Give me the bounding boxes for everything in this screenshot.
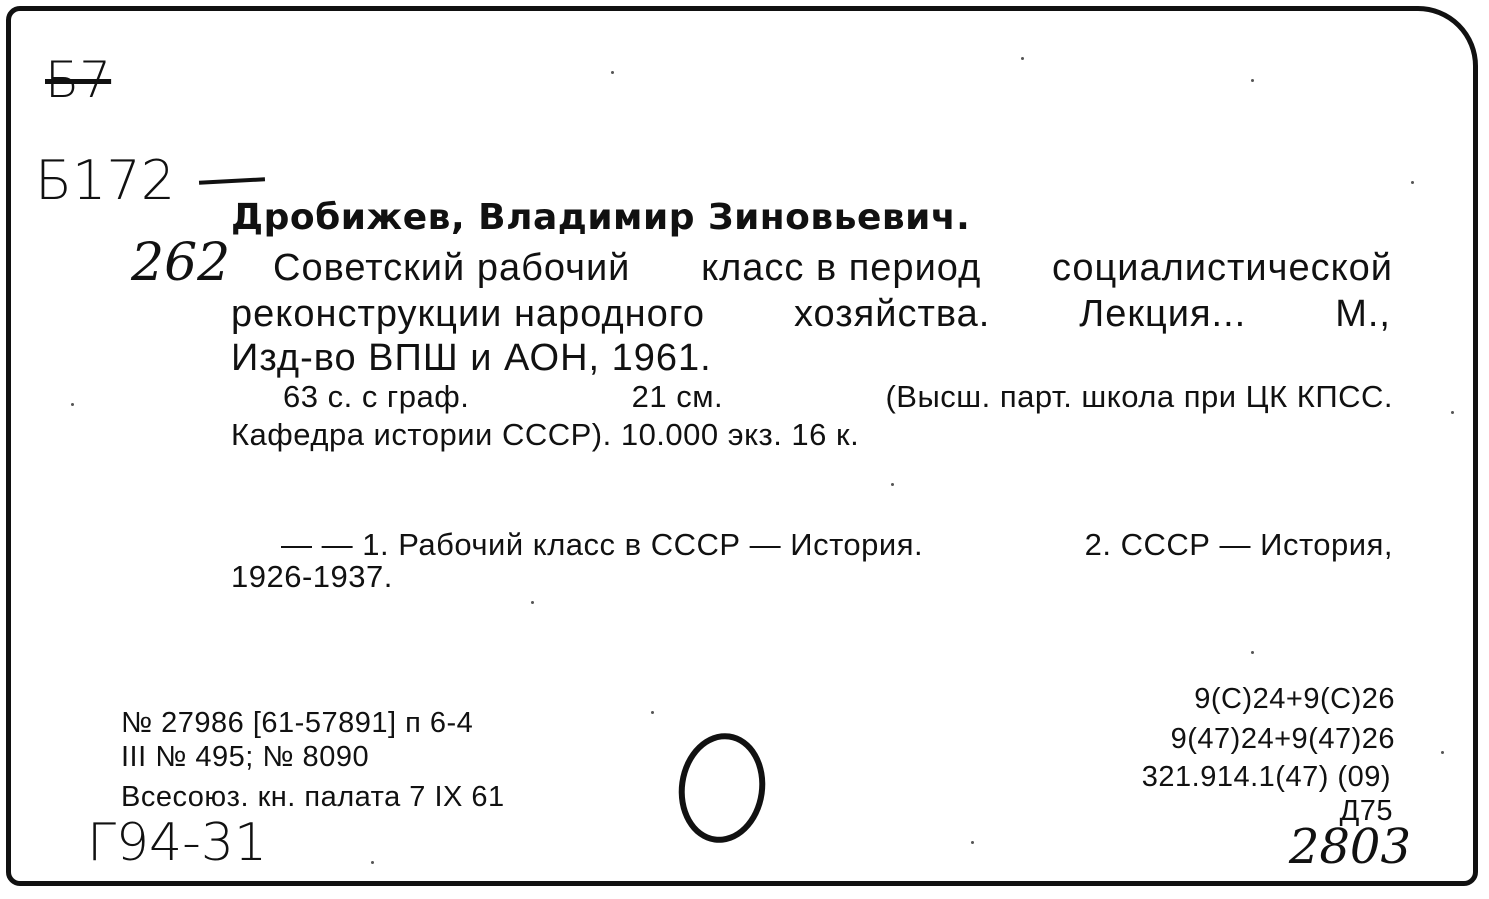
classification-3: 321.914.1(47) (09) xyxy=(1141,761,1391,793)
collation-line-1 xyxy=(283,379,1393,415)
handwritten-shelf-mark: Б172 xyxy=(35,149,176,212)
subjects-line-2: 1926-1937. xyxy=(231,559,393,594)
title-fragment: хозяйства. xyxy=(793,293,991,335)
collation-line-2: Кафедра истории СССР). 10.000 экз. 16 к. xyxy=(231,417,860,452)
title-line-1 xyxy=(273,247,1393,290)
title-line-2 xyxy=(231,293,1391,336)
scan-speck xyxy=(611,71,614,74)
handwritten-number: 262 xyxy=(131,233,231,293)
handwritten-bottom-right: 2803 xyxy=(1288,819,1411,875)
handwritten-top-mark: Б7 xyxy=(45,51,112,109)
subject-fragment: — — 1. Рабочий класс в СССР — История. xyxy=(281,527,924,562)
title-fragment: социалистической xyxy=(1051,247,1393,289)
subject-fragment: 2. СССР — История, xyxy=(1084,527,1393,562)
scan-speck xyxy=(891,483,894,486)
classification-2: 9(47)24+9(47)26 xyxy=(1170,723,1395,755)
scan-speck xyxy=(71,403,74,406)
scan-speck xyxy=(971,841,974,844)
title-fragment: класс в период xyxy=(701,247,982,289)
author-heading: Дробижев, Владимир Зиновьевич. xyxy=(231,197,971,238)
collation-size: 21 см. xyxy=(631,379,724,414)
title-fragment: М., xyxy=(1335,293,1391,335)
footer-registration-3: Всесоюз. кн. палата 7 IX 61 xyxy=(121,781,505,813)
circle-mark-icon xyxy=(672,728,772,849)
collation-series: (Высш. парт. школа при ЦК КПСС. xyxy=(885,379,1393,414)
scan-speck xyxy=(1251,79,1254,82)
title-fragment: реконструкции народного xyxy=(231,293,705,335)
collation-pages: 63 с. с граф. xyxy=(283,379,470,414)
scan-speck xyxy=(1451,411,1454,414)
imprint-line: Изд-во ВПШ и АОН, 1961. xyxy=(231,337,712,379)
catalog-card xyxy=(6,6,1478,886)
author-mark: Д75 xyxy=(1339,795,1393,827)
scan-speck xyxy=(1251,651,1254,654)
subjects-line-1 xyxy=(281,527,1393,563)
scan-speck xyxy=(1021,57,1024,60)
scan-speck xyxy=(651,711,654,714)
title-fragment: Лекция... xyxy=(1079,293,1247,335)
scan-speck xyxy=(1441,751,1444,754)
footer-registration-2: III № 495; № 8090 xyxy=(121,741,370,773)
footer-registration-1: № 27986 [61-57891] п 6-4 xyxy=(121,707,474,739)
handwritten-bottom-left: Г94-31 xyxy=(87,813,268,873)
scan-speck xyxy=(1411,181,1414,184)
classification-1: 9(С)24+9(С)26 xyxy=(1194,683,1395,715)
scan-speck xyxy=(371,861,374,864)
scan-speck xyxy=(531,601,534,604)
title-fragment: Советский рабочий xyxy=(273,247,631,289)
shelf-mark-dash xyxy=(199,177,265,184)
